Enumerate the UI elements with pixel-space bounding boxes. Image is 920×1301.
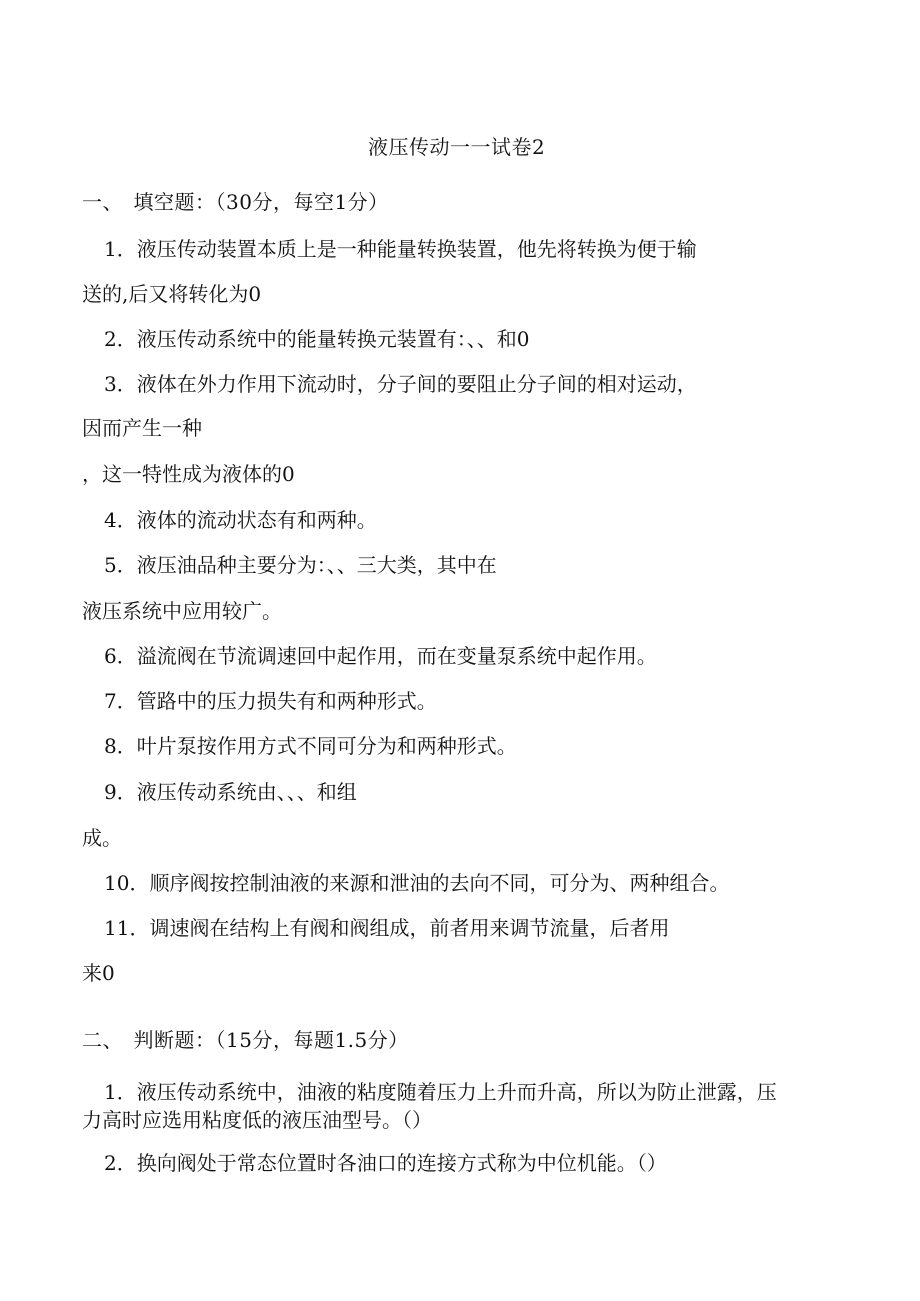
question-line: 2．液压传动系统中的能量转换元装置有：、、和0 xyxy=(104,327,530,351)
section-heading-fill-in: 一、 填空题：（30分，每空1分） xyxy=(82,190,389,214)
question-line: 2．换向阀处于常态位置时各油口的连接方式称为中位机能。（） xyxy=(104,1151,667,1175)
question-line: 来0 xyxy=(82,961,115,985)
question-line: 9．液压传动系统由、、、和组 xyxy=(104,780,357,804)
question-line: 力高时应选用粘度低的液压油型号。（） xyxy=(82,1108,432,1132)
section-heading-true-false: 二、 判断题：（15分，每题1.5分） xyxy=(82,1028,409,1052)
question-line: 11．调速阀在结构上有阀和阀组成，前者用来调节流量，后者用 xyxy=(104,916,670,940)
question-line: 1．液压传动装置本质上是一种能量转换装置，他先将转换为便于输 xyxy=(104,237,697,261)
question-line: 5．液压油品种主要分为：、、三大类，其中在 xyxy=(104,553,497,577)
question-line: 1．液压传动系统中，油液的粘度随着压力上升而升高，所以为防止泄露，压 xyxy=(104,1080,777,1104)
question-line: 8．叶片泵按作用方式不同可分为和两种形式。 xyxy=(104,734,517,758)
question-line: 6．溢流阀在节流调速回中起作用，而在变量泵系统中起作用。 xyxy=(104,644,657,668)
page-title: 液压传动一一试卷2 xyxy=(368,135,546,159)
question-line: ，这一特性成为液体的0 xyxy=(82,462,295,486)
question-line: 因而产生一种 xyxy=(82,416,202,440)
question-line: 送的,后又将转化为0 xyxy=(82,282,262,306)
question-line: 液压系统中应用较广。 xyxy=(82,599,282,623)
question-line: 4．液体的流动状态有和两种。 xyxy=(104,508,377,532)
question-line: 成。 xyxy=(82,826,122,850)
question-line: 10．顺序阀按控制油液的来源和泄油的去向不同，可分为、两种组合。 xyxy=(104,871,730,895)
question-line: 7．管路中的压力损失有和两种形式。 xyxy=(104,689,437,713)
question-line: 3．液体在外力作用下流动时，分子间的要阻止分子间的相对运动， xyxy=(104,372,697,396)
